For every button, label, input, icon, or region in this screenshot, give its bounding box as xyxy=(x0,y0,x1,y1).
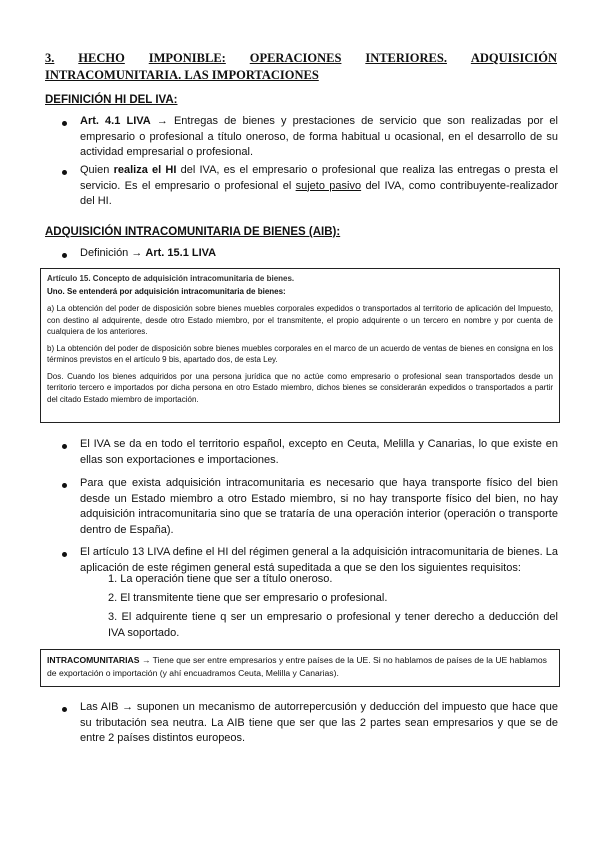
title-word: IMPONIBLE: xyxy=(148,51,226,65)
requisito-2: 2. El transmitente tiene que ser empresario o profesional. xyxy=(108,592,388,604)
section-title xyxy=(45,50,557,84)
article-heading: Artículo 15. Concepto de adquisición intracomunitaria de bienes. xyxy=(47,274,295,283)
article-a: a) La obtención del poder de disposición sobre bienes muebles corporales expedidos o transportados al territorio de aplicación del Impuesto, con destino al adquirente, desde otro Estado miembro, por el transmitente, el propio adquirente o un tercero en nombre y por cuenta de cualquiera de los anteriores. xyxy=(47,304,553,336)
requisito-1: 1. La operación tiene que ser a título oneroso. xyxy=(108,573,333,585)
bold-ref: Art. 4.1 LIVA xyxy=(80,115,151,127)
bullet-icon xyxy=(62,552,67,557)
text: Quien xyxy=(80,164,114,176)
bullet-art-4-1 xyxy=(80,114,558,161)
text: del IVA, como contribuyente-realizador del HI. xyxy=(80,179,559,207)
title-word: ADQUISICIÓN xyxy=(470,51,557,65)
article-15-box xyxy=(40,268,560,423)
requisito-3: 3. El adquirente tiene q ser un empresario o profesional y tener derecho a deducción del IVA soportado. xyxy=(108,611,558,639)
bullet-territorio: El IVA se da en todo el territorio español, excepto en Ceuta, Melilla y Canarias, lo que existe en ellas son exportaciones e importaciones. xyxy=(80,438,558,466)
bullet-icon xyxy=(62,170,67,175)
title-word: 3. xyxy=(45,51,55,65)
bullet-icon xyxy=(62,253,67,258)
bullet-aib-mecanismo: Las AIB → suponen un mecanismo de autorrepercusión y deducción del impuesto que hace que su tributación sea neutra. La AIB tiene que ser que las 2 partes sean empresarios y que se de entre 2 países distintos europeos. xyxy=(80,701,558,744)
bullet-icon xyxy=(62,444,67,449)
article-b: b) La obtención del poder de disposición sobre bienes muebles corporales en el marco de un acuerdo de ventas de bienes en consigna en los términos previstos en el artículo 9 bis, apartado dos, de esta Ley. xyxy=(47,343,553,364)
underlined-text: sujeto pasivo xyxy=(295,179,362,192)
bullet-transporte: Para que exista adquisición intracomunitaria es necesario que haya transporte físico del bien desde un Estado miembro a otro Estado miembro, si no hay transporte físico del bien, no hay adquisición intracomunitaria sino que se trataría de una operación interior (operación o transporte dentro de España). xyxy=(80,477,558,536)
bullet-icon xyxy=(62,707,67,712)
arrow: → xyxy=(150,115,174,127)
article-dos: Dos. Cuando los bienes adquiridos por una persona jurídica que no actúe como empresario o profesional sean transportados desde un territorio tercero e importados por dicha persona en otro Estado miembro, dichos bienes se considerarán expedidos o transportados a partir del citado Estado miembro de importación. xyxy=(47,371,553,404)
title-word: INTERIORES. xyxy=(365,51,447,65)
text: del IVA, es el empresario o profesional que realiza las entregas o presta el servicio. Es el empresario o profesional el xyxy=(80,164,558,192)
bullet-icon xyxy=(62,483,67,488)
heading-definicion-hi: DEFINICIÓN HI DEL IVA: xyxy=(45,94,178,106)
title-line-2: INTRACOMUNITARIA. LAS IMPORTACIONES xyxy=(45,68,319,82)
title-word: OPERACIONES xyxy=(249,51,342,65)
box-text: → Tiene que ser entre empresarios y entre países de la UE. Si no hablamos de países de la UE hablamos de exportación o importación (y ahí encuadramos Ceuta, Melilla y Canarias). xyxy=(47,655,547,678)
title-line-1 xyxy=(45,50,557,67)
bullet-articulo-13: El artículo 13 LIVA define el HI del régimen general a la adquisición intracomunitaria de bienes. La aplicación de este régimen general está supeditada a que se den los siguientes requisitos: xyxy=(80,546,558,574)
bold-text: realiza el HI xyxy=(113,164,177,176)
bullet-icon xyxy=(62,121,67,126)
bullet-definicion xyxy=(80,246,558,262)
title-word: HECHO xyxy=(78,51,125,65)
bold-term: INTRACOMUNITARIAS xyxy=(47,655,140,665)
bullet-text: Entregas de bienes y prestaciones de servicio que son realizadas por el empresario o profesional a título oneroso, de forma habitual u ocasional, en el desarrollo de su actividad empresarial o profesional. xyxy=(80,115,558,158)
article-uno: Uno. Se entenderá por adquisición intracomunitaria de bienes: xyxy=(47,286,286,296)
text: Definición → xyxy=(80,247,146,259)
heading-aib: ADQUISICIÓN INTRACOMUNITARIA DE BIENES (AIB): xyxy=(45,226,341,238)
intracomunitarias-box xyxy=(40,649,560,687)
bullet-realiza-hi xyxy=(80,163,558,210)
bold-ref: Art. 15.1 LIVA xyxy=(145,247,217,259)
